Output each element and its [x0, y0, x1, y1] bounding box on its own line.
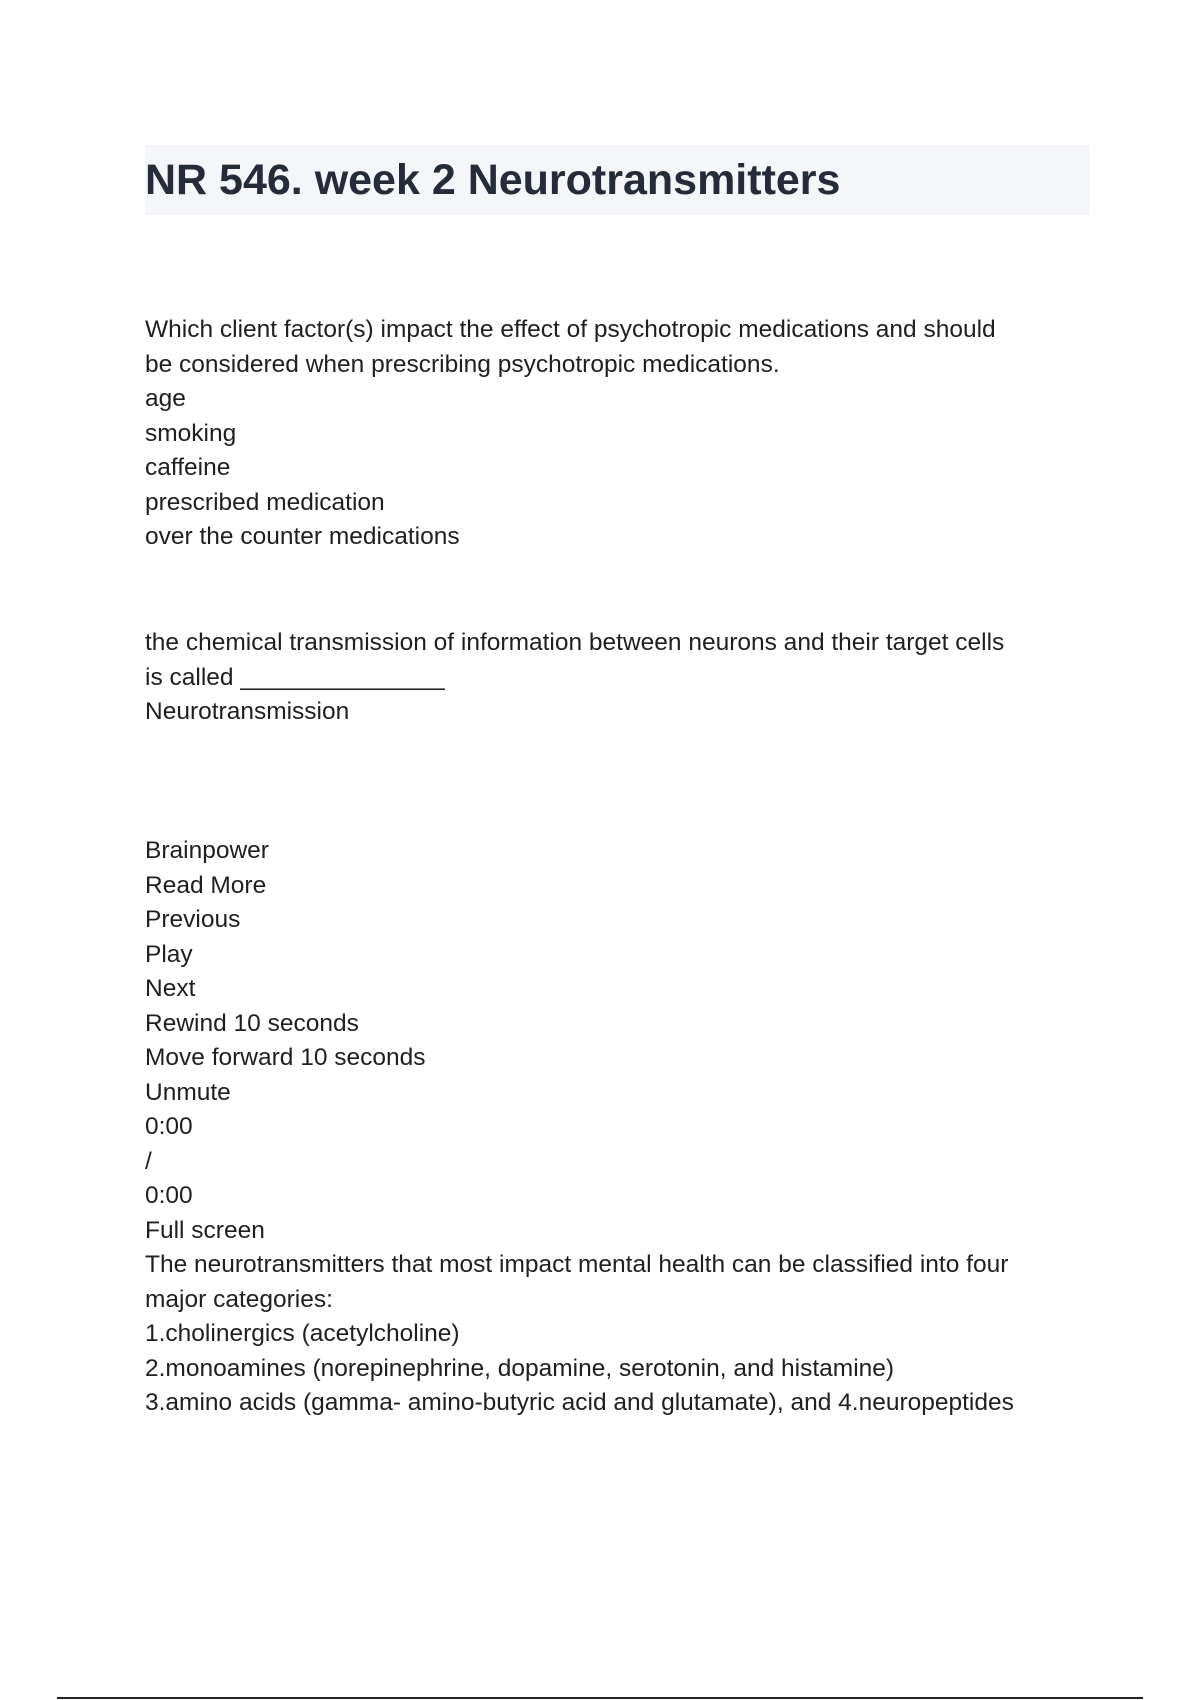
- current-time: 0:00: [145, 1113, 193, 1140]
- question-3-line: major categories:: [145, 1285, 333, 1313]
- question-2-prompt-line: is called _______________: [145, 663, 445, 691]
- duration-time: 0:00: [145, 1182, 193, 1209]
- question-2-answer: Neurotransmission: [145, 698, 350, 725]
- player-brand-label: Brainpower: [145, 837, 269, 864]
- time-separator: /: [145, 1147, 152, 1175]
- title-banner: [145, 145, 1090, 215]
- fullscreen-button[interactable]: Full screen: [145, 1216, 265, 1244]
- question-2-block: [145, 626, 1090, 730]
- question-1-answer: prescribed medication: [145, 488, 385, 516]
- unmute-button[interactable]: Unmute: [145, 1078, 231, 1106]
- question-1-answer: over the counter medications: [145, 523, 460, 550]
- question-3-block: [145, 834, 1090, 1421]
- question-3-line: 3.amino acids (gamma- amino-butyric acid and glutamate), and 4.neuropeptides: [145, 1389, 1014, 1416]
- question-1-prompt-line: be considered when prescribing psychotropic medications.: [145, 350, 780, 378]
- question-3-line: 1.cholinergics (acetylcholine): [145, 1320, 460, 1347]
- page-title: NR 546. week 2 Neurotransmitters: [145, 156, 841, 204]
- question-1-answer: age: [145, 385, 186, 412]
- previous-button[interactable]: Previous: [145, 906, 241, 933]
- forward-button[interactable]: Move forward 10 seconds: [145, 1044, 426, 1071]
- question-3-line: 2.monoamines (norepinephrine, dopamine, serotonin, and histamine): [145, 1354, 895, 1382]
- question-1-answer: caffeine: [145, 454, 231, 481]
- question-1-answer: smoking: [145, 419, 237, 447]
- next-button[interactable]: Next: [145, 975, 196, 1002]
- footer-divider: [57, 1697, 1143, 1699]
- question-2-prompt-line: the chemical transmission of information between neurons and their target cells: [145, 629, 1005, 656]
- question-1-block: [145, 313, 1090, 555]
- rewind-button[interactable]: Rewind 10 seconds: [145, 1009, 359, 1037]
- question-3-line: The neurotransmitters that most impact mental health can be classified into four: [145, 1251, 1009, 1278]
- question-1-prompt-line: Which client factor(s) impact the effect of psychotropic medications and should: [145, 316, 996, 343]
- read-more-link[interactable]: Read More: [145, 871, 267, 899]
- play-button[interactable]: Play: [145, 940, 193, 968]
